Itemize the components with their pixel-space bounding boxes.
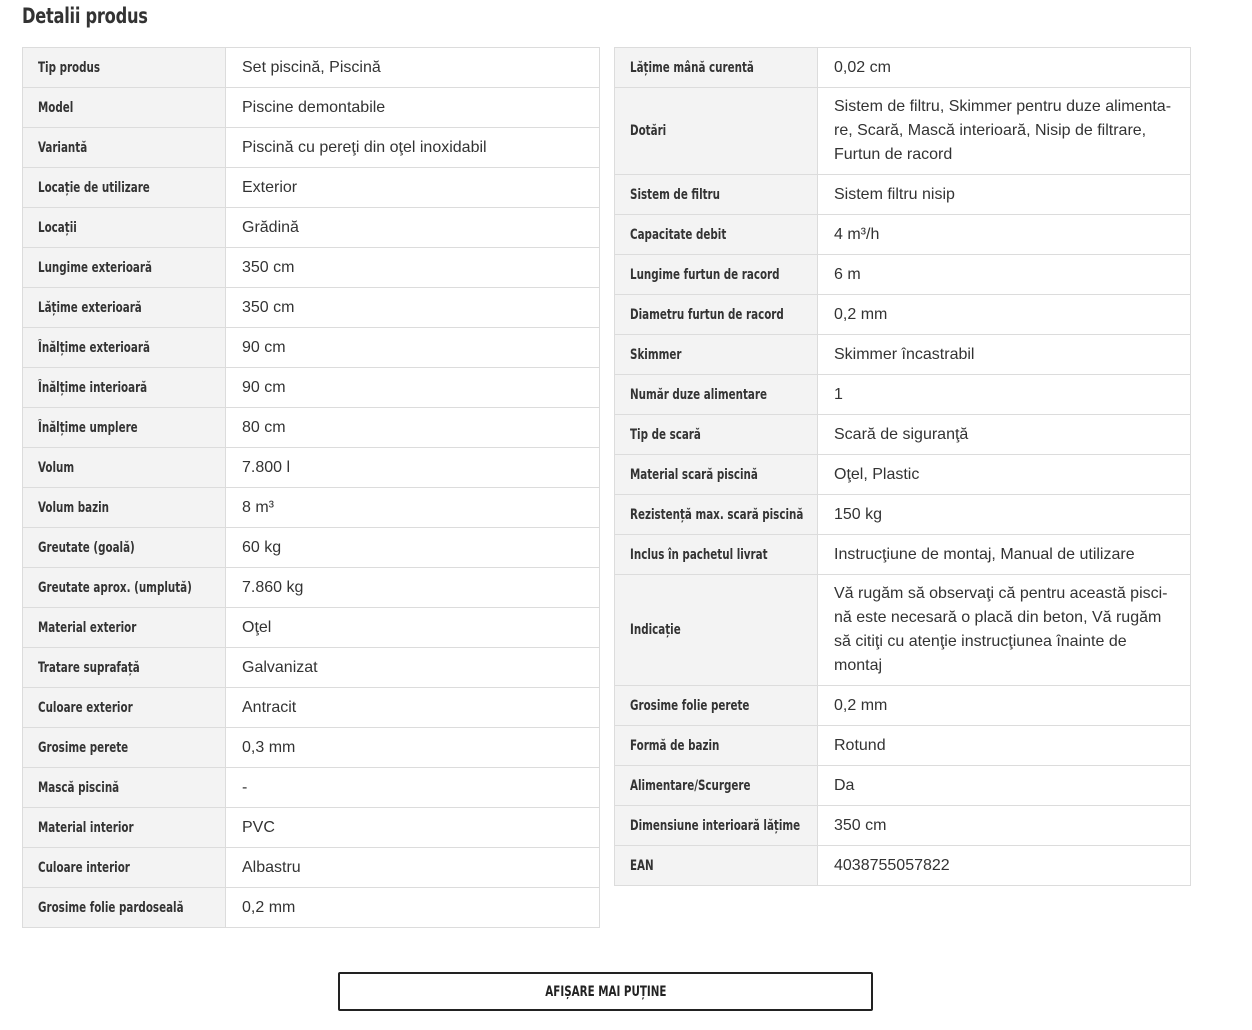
spec-label: Greutate (goală) xyxy=(38,539,135,556)
spec-value: Rotund xyxy=(818,726,1191,766)
spec-label: Locații xyxy=(38,219,77,236)
spec-row xyxy=(615,766,1191,806)
spec-value: Instrucţiune de montaj, Manual de utilizare xyxy=(818,535,1191,575)
spec-label: Lățime exterioară xyxy=(38,299,142,316)
spec-value: Vă rugăm să observaţi că pentru această pisci-nă este necesară o placă din beton, Vă rugăm să citiţi cu atenţie instrucţiunea înainte de montaj xyxy=(818,575,1191,686)
spec-label: Lățime mână curentă xyxy=(630,59,754,76)
spec-label-cell xyxy=(615,295,818,335)
spec-label: Sistem de filtru xyxy=(630,186,721,203)
spec-row xyxy=(23,768,600,808)
spec-label: Dotări xyxy=(630,123,667,139)
spec-row xyxy=(23,488,600,528)
spec-value: 8 m³ xyxy=(226,488,600,528)
spec-row xyxy=(615,806,1191,846)
spec-label: Dimensiune interioară lățime xyxy=(630,817,801,834)
spec-label-cell xyxy=(615,415,818,455)
spec-row xyxy=(615,726,1191,766)
spec-label: Variantă xyxy=(38,139,88,156)
spec-value: 350 cm xyxy=(226,288,600,328)
spec-value: Sistem de filtru, Skimmer pentru duze alimenta-re, Scară, Mască interioară, Nisip de filtrare, Furtun de racord xyxy=(818,88,1191,175)
spec-label-cell xyxy=(23,608,226,648)
spec-label-cell xyxy=(23,768,226,808)
spec-row xyxy=(615,455,1191,495)
spec-label: Lungime exterioară xyxy=(38,259,152,276)
spec-label-cell xyxy=(23,208,226,248)
spec-label-cell xyxy=(615,215,818,255)
spec-value: Set piscină, Piscină xyxy=(226,48,600,88)
spec-value: 4038755057822 xyxy=(818,846,1191,886)
spec-label: Înălțime interioară xyxy=(38,379,148,396)
spec-label: Tip produs xyxy=(38,59,101,76)
spec-row xyxy=(615,48,1191,88)
spec-value: 80 cm xyxy=(226,408,600,448)
spec-value: Scară de siguranţă xyxy=(818,415,1191,455)
spec-label: Culoare exterior xyxy=(38,699,133,716)
spec-label-cell xyxy=(23,408,226,448)
spec-label: Material interior xyxy=(38,819,134,836)
spec-label-cell xyxy=(23,368,226,408)
spec-value: Piscină cu pereţi din oţel inoxidabil xyxy=(226,128,600,168)
spec-label: Greutate aprox. (umplută) xyxy=(38,579,192,596)
spec-label-cell xyxy=(23,48,226,88)
spec-value: PVC xyxy=(226,808,600,848)
spec-row xyxy=(23,608,600,648)
spec-label-cell xyxy=(615,455,818,495)
spec-label: Capacitate debit xyxy=(630,226,727,243)
spec-label-cell xyxy=(615,88,818,175)
spec-label: Skimmer xyxy=(630,346,682,363)
spec-value: 60 kg xyxy=(226,528,600,568)
spec-row xyxy=(615,255,1191,295)
spec-label-cell xyxy=(615,726,818,766)
spec-row xyxy=(23,528,600,568)
spec-row xyxy=(23,728,600,768)
spec-value: 0,3 mm xyxy=(226,728,600,768)
spec-value: 0,2 mm xyxy=(818,686,1191,726)
spec-label-cell xyxy=(23,128,226,168)
spec-label-cell xyxy=(23,168,226,208)
spec-row xyxy=(615,495,1191,535)
spec-label-cell xyxy=(23,88,226,128)
spec-row xyxy=(23,368,600,408)
spec-label-cell xyxy=(23,888,226,928)
spec-label-cell xyxy=(23,648,226,688)
spec-label: Volum xyxy=(38,459,75,476)
spec-value: 150 kg xyxy=(818,495,1191,535)
spec-label-cell xyxy=(615,766,818,806)
spec-row xyxy=(23,848,600,888)
spec-value: Albastru xyxy=(226,848,600,888)
spec-label-cell xyxy=(23,568,226,608)
spec-label: Grosime perete xyxy=(38,739,129,756)
specs-table-left xyxy=(22,47,600,928)
spec-label-cell xyxy=(23,488,226,528)
spec-row xyxy=(23,88,600,128)
spec-row xyxy=(23,648,600,688)
spec-value: Grădină xyxy=(226,208,600,248)
spec-value: Skimmer încastrabil xyxy=(818,335,1191,375)
spec-label-cell xyxy=(615,375,818,415)
spec-value: - xyxy=(226,768,600,808)
spec-row xyxy=(615,575,1191,686)
spec-value: Piscine demontabile xyxy=(226,88,600,128)
spec-label-cell xyxy=(615,335,818,375)
spec-row xyxy=(23,128,600,168)
spec-value: 350 cm xyxy=(226,248,600,288)
spec-value: 0,2 mm xyxy=(226,888,600,928)
spec-value: 4 m³/h xyxy=(818,215,1191,255)
page-title: Detalii produs xyxy=(22,4,148,28)
spec-label-cell xyxy=(615,255,818,295)
spec-value: 0,2 mm xyxy=(818,295,1191,335)
spec-label: Rezistență max. scară piscină xyxy=(630,506,804,523)
spec-value: 90 cm xyxy=(226,368,600,408)
spec-value: 7.860 kg xyxy=(226,568,600,608)
spec-label: Indicație xyxy=(630,622,681,638)
spec-row xyxy=(23,328,600,368)
spec-row xyxy=(23,688,600,728)
spec-row xyxy=(615,335,1191,375)
spec-row xyxy=(23,288,600,328)
spec-label: Alimentare/Scurgere xyxy=(630,777,751,794)
spec-label: Culoare interior xyxy=(38,859,130,876)
spec-row xyxy=(23,408,600,448)
spec-label-cell xyxy=(615,806,818,846)
spec-label-cell xyxy=(615,535,818,575)
spec-row xyxy=(23,888,600,928)
spec-value: 350 cm xyxy=(818,806,1191,846)
spec-label: Lungime furtun de racord xyxy=(630,266,780,283)
spec-value: Oţel, Plastic xyxy=(818,455,1191,495)
spec-row xyxy=(23,448,600,488)
show-less-label: AFIȘARE MAI PUȚINE xyxy=(544,983,667,1000)
spec-label-cell xyxy=(615,175,818,215)
spec-value: Galvanizat xyxy=(226,648,600,688)
spec-value: 0,02 cm xyxy=(818,48,1191,88)
spec-label: Mască piscină xyxy=(38,779,120,796)
spec-label: Număr duze alimentare xyxy=(630,386,767,403)
spec-row xyxy=(615,295,1191,335)
spec-row xyxy=(615,535,1191,575)
spec-label-cell xyxy=(23,728,226,768)
spec-label: Grosime folie perete xyxy=(630,697,750,714)
spec-row xyxy=(23,48,600,88)
spec-value: Oţel xyxy=(226,608,600,648)
spec-row xyxy=(615,686,1191,726)
spec-row xyxy=(615,375,1191,415)
spec-label: Locație de utilizare xyxy=(38,179,150,196)
spec-row xyxy=(615,215,1191,255)
spec-label: Material scară piscină xyxy=(630,466,758,483)
spec-label-cell xyxy=(615,686,818,726)
spec-label-cell xyxy=(615,846,818,886)
spec-value: 6 m xyxy=(818,255,1191,295)
spec-row xyxy=(615,175,1191,215)
spec-label: Înălțime umplere xyxy=(38,419,138,436)
spec-value: Exterior xyxy=(226,168,600,208)
spec-row xyxy=(23,568,600,608)
spec-row xyxy=(23,208,600,248)
spec-value: 1 xyxy=(818,375,1191,415)
spec-label: Înălțime exterioară xyxy=(38,339,150,356)
spec-label: Volum bazin xyxy=(38,499,109,516)
spec-value: Sistem filtru nisip xyxy=(818,175,1191,215)
spec-value: Antracit xyxy=(226,688,600,728)
spec-label: Formă de bazin xyxy=(630,737,720,754)
spec-row xyxy=(23,808,600,848)
spec-label: Tratare suprafață xyxy=(38,659,140,676)
spec-row xyxy=(615,88,1191,175)
spec-label-cell xyxy=(23,688,226,728)
specs-table-right xyxy=(614,47,1191,886)
spec-row xyxy=(23,168,600,208)
spec-label-cell xyxy=(615,48,818,88)
spec-label: EAN xyxy=(630,857,654,874)
spec-label: Material exterior xyxy=(38,619,137,636)
spec-label-cell xyxy=(23,528,226,568)
spec-label: Grosime folie pardoseală xyxy=(38,899,184,916)
spec-value: 7.800 l xyxy=(226,448,600,488)
spec-row xyxy=(23,248,600,288)
spec-label-cell xyxy=(23,248,226,288)
spec-label: Tip de scară xyxy=(630,426,701,443)
spec-row xyxy=(615,846,1191,886)
spec-label-cell xyxy=(23,328,226,368)
spec-label-cell xyxy=(23,288,226,328)
spec-label: Inclus în pachetul livrat xyxy=(630,546,768,563)
spec-label-cell xyxy=(23,808,226,848)
show-less-button[interactable] xyxy=(338,972,873,1011)
spec-label-cell xyxy=(615,575,818,686)
spec-value: Da xyxy=(818,766,1191,806)
spec-label: Model xyxy=(38,99,74,116)
spec-label-cell xyxy=(615,495,818,535)
spec-row xyxy=(615,415,1191,455)
spec-label: Diametru furtun de racord xyxy=(630,306,784,323)
spec-value: 90 cm xyxy=(226,328,600,368)
spec-label-cell xyxy=(23,848,226,888)
spec-label-cell xyxy=(23,448,226,488)
